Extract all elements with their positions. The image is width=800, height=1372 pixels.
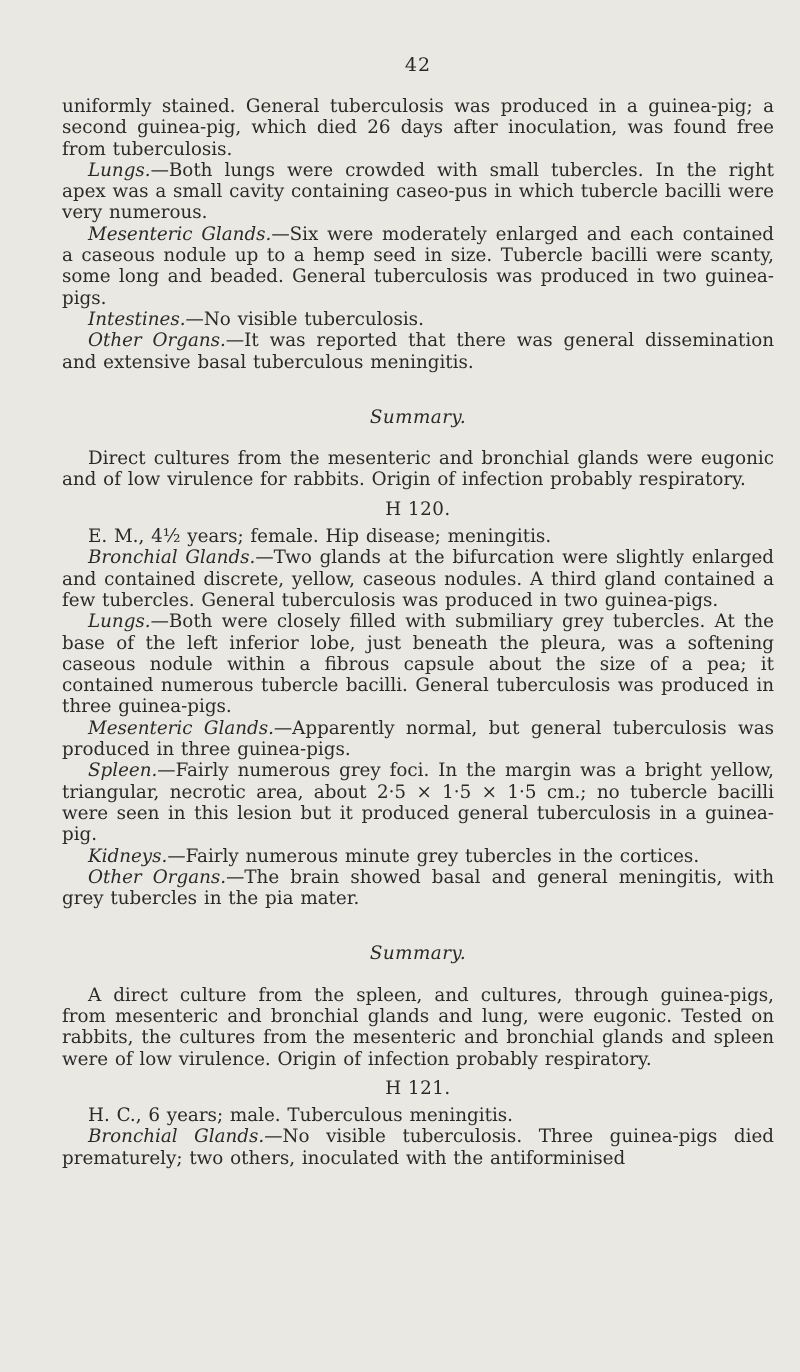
paragraph (62, 96, 774, 160)
paragraph (62, 1105, 774, 1126)
paragraph-label: Spleen. (88, 760, 158, 782)
case-title: H 120. (385, 498, 451, 520)
paragraph (62, 611, 774, 717)
paragraph-text: —Both lungs were crowded with small tubercles. In the right apex was a small cavity containing caseo-pus in which tubercle bacilli were very numerous. (62, 159, 774, 224)
text-body (62, 96, 774, 1169)
paragraph-label: Mesenteric Glands. (88, 223, 272, 245)
paragraph-label: Intestines. (88, 308, 186, 330)
paragraph (62, 448, 774, 491)
paragraph (62, 547, 774, 611)
paragraph-label: Kidneys. (88, 845, 168, 867)
paragraph-text: H. C., 6 years; male. Tuberculous meningitis. (88, 1105, 513, 1127)
paragraph-label: Lungs. (88, 611, 151, 633)
case-title: H 121. (385, 1077, 451, 1099)
paragraph-text: uniformly stained. General tuberculosis was produced in a guinea-pig; a second guinea-pig, which died 26 days after inoculation, was found free from tuberculosis. (62, 96, 774, 160)
paragraph (62, 330, 774, 373)
paragraph (62, 718, 774, 761)
paragraph-text: —Apparently normal, but general tuberculosis was produced in three guinea-pigs. (62, 717, 774, 761)
paragraph (62, 224, 774, 309)
paragraph-label: Other Organs. (88, 330, 226, 352)
paragraph-text: —Both were closely filled with submiliary grey tubercles. At the base of the left inferior lobe, just beneath the pleura, was a softening caseous nodule within a fibrous capsule about the size of a pea; it contained numerous tubercle bacilli. General tuberculosis was produced in three guinea-pigs. (62, 611, 774, 718)
paragraph-label: Lungs. (88, 159, 151, 181)
paragraph-text: —Two glands at the bifurcation were slightly enlarged and contained discrete, yellow, caseous nodules. A third gland contained a few tubercles. General tuberculosis was produced in two guinea-pigs. (62, 547, 774, 611)
paragraph-text: A direct culture from the spleen, and cultures, through guinea-pigs, from mesenteric and bronchial glands and lung, were eugonic. Tested on rabbits, the cultures from the mesenteric and bronchial glands and spleen were of low virulence. Origin of infection probably respiratory. (62, 984, 774, 1070)
paragraph-text: Direct cultures from the mesenteric and bronchial glands were eugonic and of low virulence for rabbits. Origin of infection probably respiratory. (62, 448, 774, 491)
paragraph (62, 985, 774, 1070)
document-page (62, 50, 774, 1169)
paragraph-text: —The brain showed basal and general meningitis, with grey tubercles in the pia mater. (62, 866, 774, 910)
paragraph-text: —Fairly numerous minute grey tubercles in the cortices. (167, 845, 700, 867)
page-number: 42 (404, 54, 432, 76)
paragraph-label: Other Organs. (88, 866, 227, 888)
paragraph (62, 867, 774, 910)
paragraph (62, 846, 774, 867)
paragraph-text: —No visible tuberculosis. (185, 308, 424, 330)
section-heading: Summary. (369, 406, 467, 428)
paragraph-text: —Six were moderately enlarged and each contained a caseous nodule up to a hemp seed in size. Tubercle bacilli were scanty, some long and beaded. General tuberculosis was produced in two guinea-pigs. (62, 223, 774, 309)
section-heading: Summary. (369, 943, 467, 965)
paragraph (62, 160, 774, 224)
paragraph (62, 309, 774, 330)
paragraph-text: E. M., 4½ years; female. Hip disease; meningitis. (88, 526, 552, 548)
paragraph-label: Bronchial Glands. (88, 1126, 265, 1148)
paragraph-label: Mesenteric Glands. (88, 717, 274, 739)
paragraph-text: —Fairly numerous grey foci. In the margin was a bright yellow, triangular, necrotic area, about 2·5 × 1·5 × 1·5 cm.; no tubercle bacilli were seen in this lesion but it produced general tuberculosis in a guinea-pig. (62, 760, 774, 846)
paragraph (62, 526, 774, 547)
paragraph (62, 1126, 774, 1169)
paragraph (62, 760, 774, 845)
paragraph-text: —No visible tuberculosis. Three guinea-pigs died prematurely; two others, inoculated with the antiforminised (62, 1126, 774, 1169)
paragraph-label: Bronchial Glands. (88, 547, 256, 569)
paragraph-text: —It was reported that there was general dissemination and extensive basal tuberculous meningitis. (62, 330, 774, 373)
